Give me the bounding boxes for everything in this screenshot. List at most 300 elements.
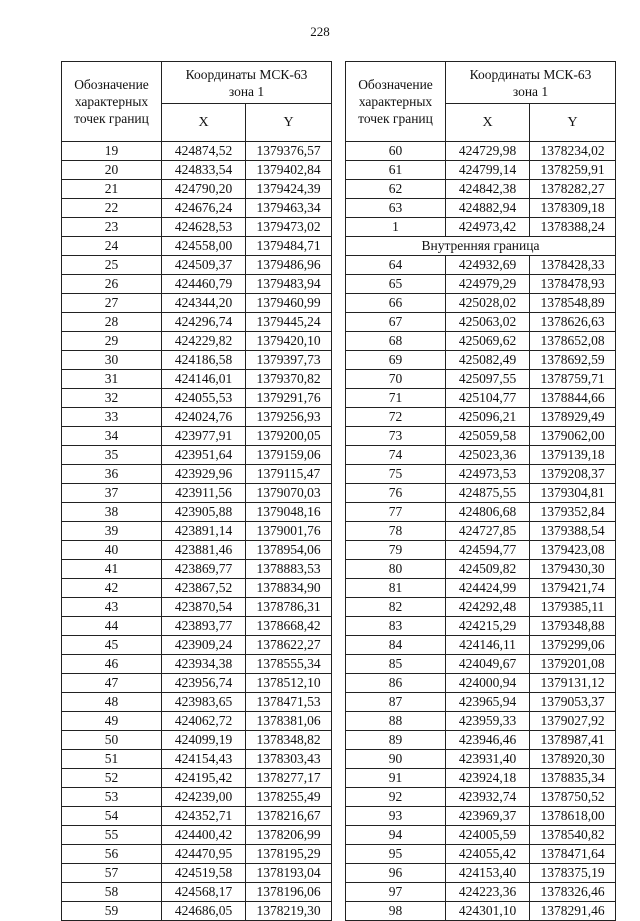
x-coordinate-cell: 425069,62 [446,332,530,351]
y-coordinate-cell: 1379424,39 [246,180,332,199]
table-row [62,674,332,693]
table-row [346,579,616,598]
table-row [346,598,616,617]
y-coordinate-cell: 1378668,42 [246,617,332,636]
table-row [62,351,332,370]
table-row [62,902,332,921]
y-coordinate-cell: 1379201,08 [530,655,616,674]
table-row [62,408,332,427]
y-coordinate-cell: 1378954,06 [246,541,332,560]
point-header-line: точек границ [358,111,433,126]
x-coordinate-cell: 423934,38 [162,655,246,674]
point-number-cell: 89 [346,731,446,750]
x-coordinate-cell: 423965,94 [446,693,530,712]
x-coordinate-cell: 423932,74 [446,788,530,807]
point-number-cell: 70 [346,370,446,389]
point-number-cell: 46 [62,655,162,674]
table-row [62,598,332,617]
x-coordinate-cell: 425063,02 [446,313,530,332]
table-row [62,142,332,161]
x-coordinate-cell: 423870,54 [162,598,246,617]
x-coordinate-cell: 423911,56 [162,484,246,503]
y-coordinate-cell: 1379484,71 [246,237,332,256]
x-coordinate-cell: 424842,38 [446,180,530,199]
x-coordinate-cell: 424239,00 [162,788,246,807]
table-row [62,769,332,788]
y-coordinate-cell: 1379463,34 [246,199,332,218]
y-coordinate-cell: 1378193,04 [246,864,332,883]
y-coordinate-cell: 1379397,73 [246,351,332,370]
y-coordinate-cell: 1378987,41 [530,731,616,750]
table-row [62,389,332,408]
coordinates-table-left [61,61,332,921]
table-body [62,142,332,921]
point-number-cell: 86 [346,674,446,693]
y-coordinate-cell: 1379001,76 [246,522,332,541]
y-coordinate-cell: 1378844,66 [530,389,616,408]
point-number-cell: 44 [62,617,162,636]
point-number-cell: 94 [346,826,446,845]
table-row [346,769,616,788]
y-coordinate-cell: 1379473,02 [246,218,332,237]
x-coordinate-cell: 424005,59 [446,826,530,845]
table-row [346,351,616,370]
point-number-cell: 29 [62,332,162,351]
x-coordinate-cell: 424799,14 [446,161,530,180]
point-number-cell: 77 [346,503,446,522]
y-coordinate-cell: 1379159,06 [246,446,332,465]
x-coordinate-cell: 424594,77 [446,541,530,560]
point-number-cell: 78 [346,522,446,541]
point-number-cell: 79 [346,541,446,560]
y-coordinate-cell: 1378834,90 [246,579,332,598]
x-coordinate-cell: 424806,68 [446,503,530,522]
point-header-line: точек границ [74,111,149,126]
x-coordinate-cell: 424400,42 [162,826,246,845]
point-number-cell: 95 [346,845,446,864]
table-row [62,256,332,275]
table-row [62,484,332,503]
table-row [62,636,332,655]
x-coordinate-cell: 424301,10 [446,902,530,921]
y-coordinate-cell: 1378622,27 [246,636,332,655]
x-coordinate-cell: 423951,64 [162,446,246,465]
y-coordinate-cell: 1378216,67 [246,807,332,826]
table-row [62,199,332,218]
x-coordinate-cell: 424676,24 [162,199,246,218]
table-row [346,142,616,161]
point-number-cell: 91 [346,769,446,788]
x-coordinate-cell: 425104,77 [446,389,530,408]
y-coordinate-cell: 1378303,43 [246,750,332,769]
y-coordinate-cell: 1379385,11 [530,598,616,617]
y-coordinate-cell: 1378388,24 [530,218,616,237]
x-coordinate-cell: 423977,91 [162,427,246,446]
x-coordinate-cell: 424973,53 [446,465,530,484]
table-row [62,807,332,826]
y-coordinate-cell: 1378348,82 [246,731,332,750]
point-number-cell: 87 [346,693,446,712]
point-number-cell: 65 [346,275,446,294]
y-coordinate-cell: 1379445,24 [246,313,332,332]
x-coordinate-cell: 425096,21 [446,408,530,427]
y-coordinate-cell: 1378920,30 [530,750,616,769]
table-row [346,674,616,693]
point-number-cell: 37 [62,484,162,503]
point-header-line: Обозначение [74,77,149,92]
x-coordinate-cell: 424146,01 [162,370,246,389]
point-number-cell: 58 [62,883,162,902]
table-row [62,864,332,883]
y-coordinate-cell: 1379388,54 [530,522,616,541]
y-coordinate-cell: 1378428,33 [530,256,616,275]
point-number-cell: 38 [62,503,162,522]
point-number-cell: 74 [346,446,446,465]
x-coordinate-cell: 424509,82 [446,560,530,579]
x-coordinate-cell: 424875,55 [446,484,530,503]
y-coordinate-cell: 1379483,94 [246,275,332,294]
y-coordinate-cell: 1378750,52 [530,788,616,807]
table-row [62,845,332,864]
point-number-cell: 34 [62,427,162,446]
x-coordinate-cell: 423869,77 [162,560,246,579]
point-number-cell: 28 [62,313,162,332]
point-number-cell: 73 [346,427,446,446]
coordinates-table-right [345,61,616,921]
point-number-cell: 62 [346,180,446,199]
coords-header-line: зона 1 [228,83,265,99]
y-coordinate-cell: 1378259,91 [530,161,616,180]
x-coordinate-cell: 423891,14 [162,522,246,541]
y-coordinate-cell: 1378512,10 [246,674,332,693]
point-number-cell: 31 [62,370,162,389]
page-number: 228 [310,24,330,39]
y-coordinate-cell: 1379299,06 [530,636,616,655]
point-number-cell: 22 [62,199,162,218]
point-number-cell: 27 [62,294,162,313]
y-coordinate-cell: 1379430,30 [530,560,616,579]
y-coordinate-cell: 1378478,93 [530,275,616,294]
x-coordinate-cell: 424882,94 [446,199,530,218]
x-coordinate-cell: 424049,67 [446,655,530,674]
y-coordinate-cell: 1379486,96 [246,256,332,275]
y-coordinate-cell: 1379115,47 [246,465,332,484]
point-number-cell: 50 [62,731,162,750]
y-coordinate-cell: 1379053,37 [530,693,616,712]
point-header-line: характерных [358,94,433,109]
table-row [346,389,616,408]
point-number-cell: 47 [62,674,162,693]
table-row [346,446,616,465]
point-number-cell: 49 [62,712,162,731]
y-coordinate-cell: 1379402,84 [246,161,332,180]
table-row [346,522,616,541]
table-row [346,693,616,712]
y-coordinate-cell: 1379048,16 [246,503,332,522]
x-coordinate-cell: 423929,96 [162,465,246,484]
y-coordinate-cell: 1378786,31 [246,598,332,617]
y-coordinate-cell: 1378626,63 [530,313,616,332]
y-coordinate-cell: 1378555,34 [246,655,332,674]
point-number-cell: 20 [62,161,162,180]
point-number-cell: 55 [62,826,162,845]
table-row [346,332,616,351]
point-number-cell: 45 [62,636,162,655]
y-column-header: Y [530,104,616,142]
y-coordinate-cell: 1378652,08 [530,332,616,351]
point-number-cell: 30 [62,351,162,370]
y-coordinate-cell: 1379256,93 [246,408,332,427]
table-row [346,712,616,731]
y-coordinate-cell: 1379423,08 [530,541,616,560]
x-coordinate-cell: 425023,36 [446,446,530,465]
x-column-header: X [162,104,246,142]
table-row [62,750,332,769]
x-coordinate-cell: 425059,58 [446,427,530,446]
point-number-cell: 54 [62,807,162,826]
point-number-cell: 66 [346,294,446,313]
x-coordinate-cell: 424833,54 [162,161,246,180]
y-coordinate-cell: 1379131,12 [530,674,616,693]
y-coordinate-cell: 1379304,81 [530,484,616,503]
y-coordinate-cell: 1379027,92 [530,712,616,731]
x-coordinate-cell: 424558,00 [162,237,246,256]
point-number-cell: 72 [346,408,446,427]
table-row [62,693,332,712]
x-coordinate-cell: 424154,43 [162,750,246,769]
x-coordinate-cell: 424509,37 [162,256,246,275]
table-row [62,503,332,522]
table-row [346,845,616,864]
x-column-header: X [446,104,530,142]
table-row [346,180,616,199]
x-coordinate-cell: 423893,77 [162,617,246,636]
y-coordinate-cell: 1378309,18 [530,199,616,218]
x-coordinate-cell: 425097,55 [446,370,530,389]
x-coordinate-cell: 424460,79 [162,275,246,294]
table-row [62,731,332,750]
point-number-cell: 68 [346,332,446,351]
point-number-cell: 51 [62,750,162,769]
table-row [346,408,616,427]
x-coordinate-cell: 424628,53 [162,218,246,237]
point-number-cell: 39 [62,522,162,541]
table-body [346,142,616,921]
table-row [346,294,616,313]
y-coordinate-cell: 1378471,53 [246,693,332,712]
x-coordinate-cell: 424055,42 [446,845,530,864]
table-row [62,465,332,484]
table-row [346,636,616,655]
y-coordinate-cell: 1378282,27 [530,180,616,199]
point-number-cell: 88 [346,712,446,731]
section-title: Внутренняя граница [346,237,616,256]
y-coordinate-cell: 1378381,06 [246,712,332,731]
table-row [62,446,332,465]
table-row [346,826,616,845]
x-coordinate-cell: 424024,76 [162,408,246,427]
table-row [62,275,332,294]
x-coordinate-cell: 424790,20 [162,180,246,199]
y-coordinate-cell: 1378196,06 [246,883,332,902]
point-number-cell: 41 [62,560,162,579]
y-coordinate-cell: 1379348,88 [530,617,616,636]
point-number-cell: 24 [62,237,162,256]
table-row [346,427,616,446]
x-coordinate-cell: 424292,48 [446,598,530,617]
x-coordinate-cell: 424000,94 [446,674,530,693]
point-number-cell: 25 [62,256,162,275]
table-row [346,256,616,275]
point-number-cell: 43 [62,598,162,617]
point-number-cell: 90 [346,750,446,769]
x-coordinate-cell: 424686,05 [162,902,246,921]
table-row [62,237,332,256]
y-coordinate-cell: 1379200,05 [246,427,332,446]
table-row [62,655,332,674]
x-coordinate-cell: 424146,11 [446,636,530,655]
x-coordinate-cell: 423969,37 [446,807,530,826]
point-number-cell: 83 [346,617,446,636]
table-row [346,218,616,237]
x-coordinate-cell: 424979,29 [446,275,530,294]
table-row [346,902,616,921]
point-number-cell: 1 [346,218,446,237]
table-row [62,712,332,731]
y-coordinate-cell: 1378219,30 [246,902,332,921]
x-coordinate-cell: 424195,42 [162,769,246,788]
y-coordinate-cell: 1378692,59 [530,351,616,370]
table-row [346,199,616,218]
point-number-cell: 64 [346,256,446,275]
table-row [62,788,332,807]
x-coordinate-cell: 423946,46 [446,731,530,750]
y-coordinate-cell: 1378234,02 [530,142,616,161]
point-number-cell: 57 [62,864,162,883]
y-coordinate-cell: 1378291,46 [530,902,616,921]
point-number-cell: 76 [346,484,446,503]
table-row [346,788,616,807]
point-number-cell: 67 [346,313,446,332]
x-coordinate-cell: 423924,18 [446,769,530,788]
x-coordinate-cell: 424223,36 [446,883,530,902]
x-coordinate-cell: 424729,98 [446,142,530,161]
coords-header [162,62,332,104]
point-number-cell: 26 [62,275,162,294]
y-coordinate-cell: 1378206,99 [246,826,332,845]
table-row [62,218,332,237]
table-row [346,503,616,522]
table-row [62,883,332,902]
x-coordinate-cell: 423983,65 [162,693,246,712]
point-number-cell: 61 [346,161,446,180]
y-coordinate-cell: 1378929,49 [530,408,616,427]
point-header-line: характерных [74,94,149,109]
table-row [346,864,616,883]
x-coordinate-cell: 424062,72 [162,712,246,731]
table-row [62,579,332,598]
x-coordinate-cell: 424470,95 [162,845,246,864]
point-number-cell: 96 [346,864,446,883]
table-row [62,522,332,541]
x-coordinate-cell: 424296,74 [162,313,246,332]
x-coordinate-cell: 425028,02 [446,294,530,313]
table-row [346,541,616,560]
x-coordinate-cell: 424424,99 [446,579,530,598]
table-row [346,807,616,826]
x-coordinate-cell: 423867,52 [162,579,246,598]
x-coordinate-cell: 424099,19 [162,731,246,750]
y-coordinate-cell: 1378883,53 [246,560,332,579]
table-row [346,465,616,484]
table-row [346,617,616,636]
table-row [346,750,616,769]
y-coordinate-cell: 1378255,49 [246,788,332,807]
point-number-cell: 93 [346,807,446,826]
point-number-cell: 59 [62,902,162,921]
x-coordinate-cell: 424874,52 [162,142,246,161]
x-coordinate-cell: 424932,69 [446,256,530,275]
y-coordinate-cell: 1379460,99 [246,294,332,313]
y-coordinate-cell: 1379376,57 [246,142,332,161]
y-coordinate-cell: 1379352,84 [530,503,616,522]
table-row [62,560,332,579]
x-coordinate-cell: 424153,40 [446,864,530,883]
point-number-cell: 98 [346,902,446,921]
point-column-header [346,62,446,142]
table-row [346,484,616,503]
table-row [62,541,332,560]
x-coordinate-cell: 423909,24 [162,636,246,655]
x-coordinate-cell: 424519,58 [162,864,246,883]
table-row [346,161,616,180]
table-row [62,294,332,313]
y-coordinate-cell: 1378759,71 [530,370,616,389]
table-row [62,826,332,845]
x-coordinate-cell: 423881,46 [162,541,246,560]
x-coordinate-cell: 423959,33 [446,712,530,731]
table-row [346,313,616,332]
table-row [346,560,616,579]
point-number-cell: 19 [62,142,162,161]
point-number-cell: 52 [62,769,162,788]
y-coordinate-cell: 1379070,03 [246,484,332,503]
point-number-cell: 48 [62,693,162,712]
coords-header [446,62,616,104]
y-coordinate-cell: 1379139,18 [530,446,616,465]
point-number-cell: 21 [62,180,162,199]
point-number-cell: 69 [346,351,446,370]
x-coordinate-cell: 424352,71 [162,807,246,826]
point-number-cell: 75 [346,465,446,484]
point-number-cell: 35 [62,446,162,465]
x-coordinate-cell: 424055,53 [162,389,246,408]
point-number-cell: 63 [346,199,446,218]
point-number-cell: 40 [62,541,162,560]
y-coordinate-cell: 1378540,82 [530,826,616,845]
x-coordinate-cell: 423931,40 [446,750,530,769]
y-coordinate-cell: 1379208,37 [530,465,616,484]
table-row [62,180,332,199]
y-column-header: Y [246,104,332,142]
point-column-header [62,62,162,142]
point-number-cell: 53 [62,788,162,807]
point-number-cell: 32 [62,389,162,408]
point-number-cell: 80 [346,560,446,579]
table-row [62,313,332,332]
y-coordinate-cell: 1378471,64 [530,845,616,864]
y-coordinate-cell: 1378195,29 [246,845,332,864]
